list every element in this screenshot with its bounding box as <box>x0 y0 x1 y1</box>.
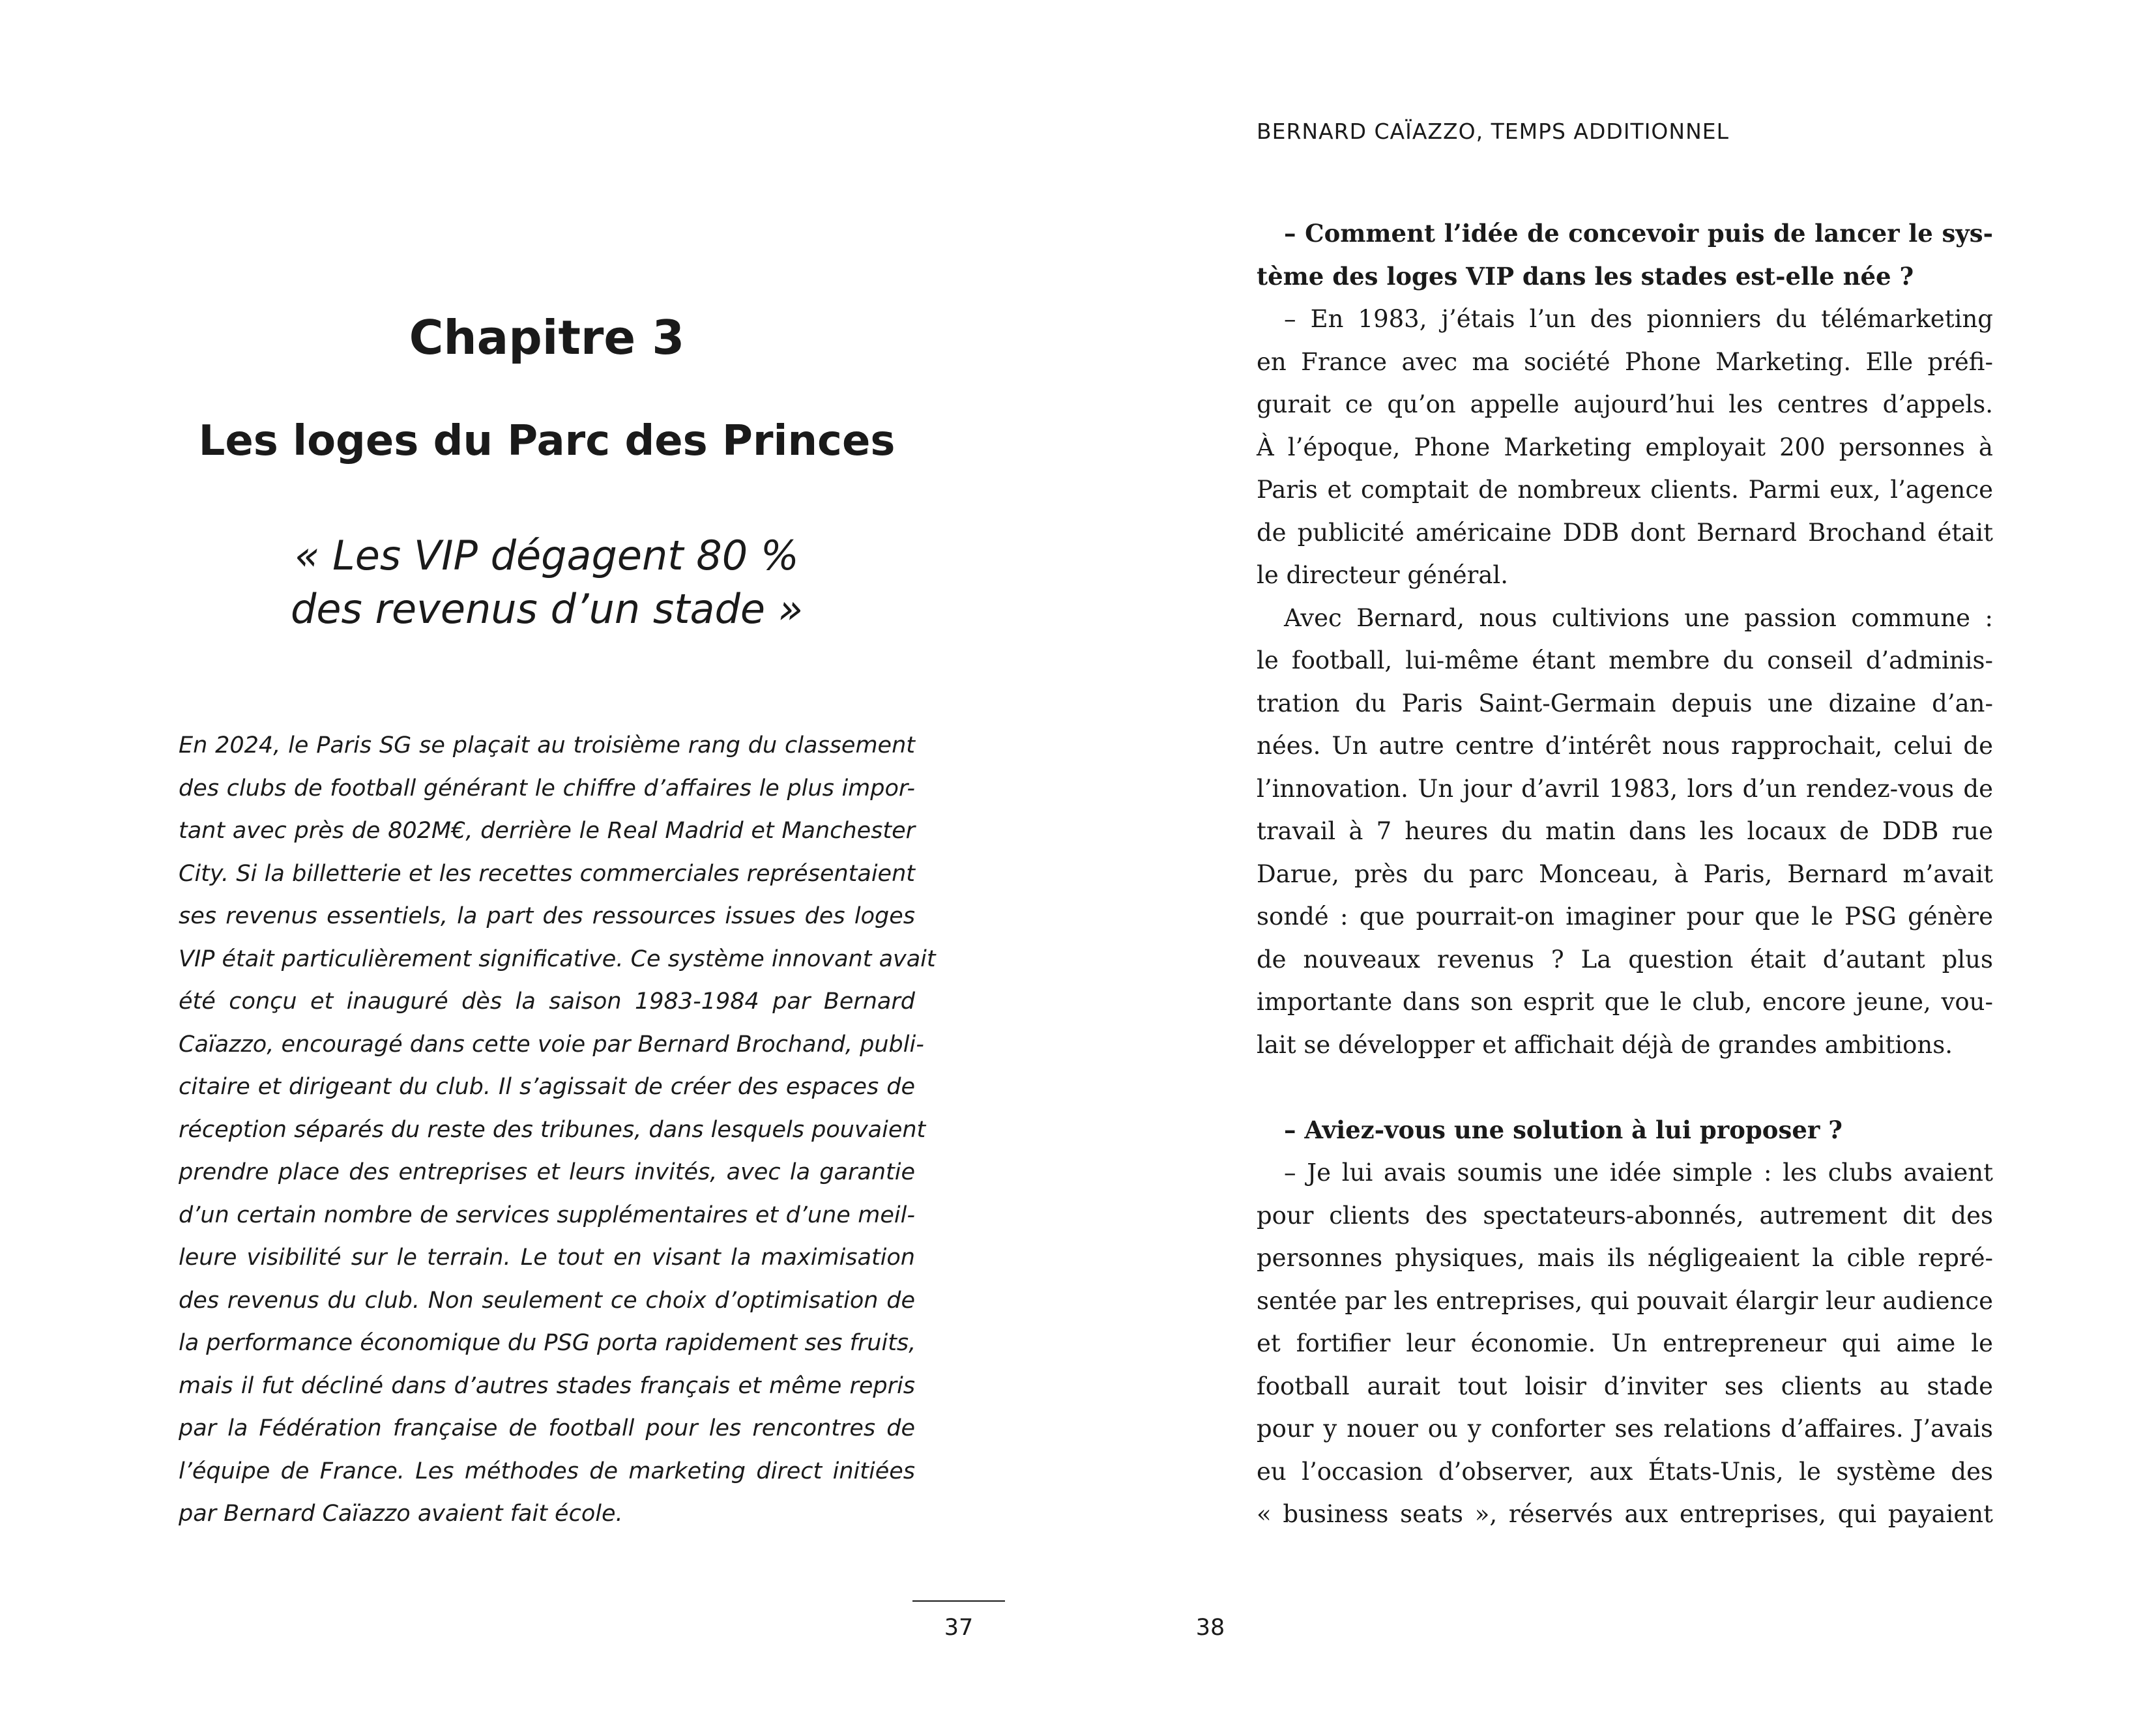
intro-line: par Bernard Caïazzo avaient fait école. <box>179 1501 623 1527</box>
body-line: importante dans son esprit que le club, encore jeune, vou- <box>1257 988 1993 1016</box>
body-line: Paris et comptait de nombreux clients. Parmi eux, l’agence <box>1257 476 1993 504</box>
body-line: pour clients des spectateurs-abonnés, autrement dit des <box>1257 1201 1993 1230</box>
body-line: de publicité américaine DDB dont Bernard Brochand était <box>1257 518 1993 547</box>
intro-line: des revenus du club. Non seulement ce choix d’optimisation de <box>179 1287 915 1314</box>
chapter-subtitle: Les loges du Parc des Princes <box>198 417 896 465</box>
intro-line: City. Si la billetterie et les recettes commerciales représentaient <box>179 860 915 887</box>
intro-line: VIP était particulièrement significative. Ce système innovant avait <box>179 945 936 972</box>
body-line: sentée par les entreprises, qui pouvait élargir leur audience <box>1257 1286 1993 1315</box>
intro-line: par la Fédération française de football pour les rencontres de <box>179 1415 915 1441</box>
intro-line: mais il fut décliné dans d’autres stades français et même repris <box>179 1372 915 1399</box>
body-line: – En 1983, j’étais l’un des pionniers du télémarketing <box>1284 305 1993 333</box>
body-line: football aurait tout loisir d’inviter ses clients au stade <box>1257 1372 1993 1400</box>
body-line: en France avec ma société Phone Marketing. Elle préfi- <box>1257 347 1993 376</box>
intro-line: réception séparés du reste des tribunes, dans lesquels pouvaient <box>179 1116 926 1143</box>
intro-line: la performance économique du PSG porta rapidement ses fruits, <box>179 1330 916 1356</box>
intro-line: En 2024, le Paris SG se plaçait au troisième rang du classement <box>179 732 915 758</box>
body-line: et fortifier leur économie. Un entrepreneur qui aime le <box>1257 1329 1993 1357</box>
body-line: À l’époque, Phone Marketing employait 200 personnes à <box>1257 433 1993 461</box>
paragraph-gap <box>1257 1066 1993 1109</box>
body-line: sondé : que pourrait-on imaginer pour que le PSG génère <box>1257 902 1993 931</box>
body-line: pour y nouer ou y conforter ses relations d’affaires. J’avais <box>1257 1415 1993 1443</box>
question-line: – Comment l’idée de concevoir puis de lancer le sys- <box>1284 219 1993 248</box>
intro-line: d’un certain nombre de services supplémentaires et d’une meil- <box>179 1202 915 1228</box>
right-page <box>1078 0 2156 1732</box>
intro-line: citaire et dirigeant du club. Il s’agissait de créer des espaces de <box>179 1074 915 1100</box>
folio-rule <box>912 1600 1005 1602</box>
body-line: l’innovation. Un jour d’avril 1983, lors d’un rendez-vous de <box>1257 774 1993 803</box>
chapter-introduction <box>179 725 936 1536</box>
interview-text <box>1257 212 1993 1536</box>
chapter-epigraph <box>179 529 915 636</box>
running-head: BERNARD CAÏAZZO, TEMPS ADDITIONNEL <box>1257 119 1730 144</box>
body-line: Avec Bernard, nous cultivions une passion commune : <box>1284 603 1993 632</box>
intro-line: prendre place des entreprises et leurs invités, avec la garantie <box>179 1159 915 1185</box>
intro-line: été conçu et inauguré dès la saison 1983-1984 par Bernard <box>179 989 915 1015</box>
question-line: – Aviez-vous une solution à lui proposer ? <box>1284 1115 1843 1144</box>
chapter-title: Chapitre 3 <box>409 310 685 365</box>
question-line: tème des loges VIP dans les stades est-elle née ? <box>1257 261 1914 291</box>
body-line: nées. Un autre centre d’intérêt nous rapprochait, celui de <box>1257 732 1993 760</box>
intro-line: tant avec près de 802M€, derrière le Real Madrid et Manchester <box>179 818 915 844</box>
epigraph-line: « Les VIP dégagent 80 % <box>295 532 799 579</box>
body-line: le football, lui-même étant membre du conseil d’adminis- <box>1257 646 1993 674</box>
epigraph-line: des revenus d’un stade » <box>290 585 804 633</box>
body-line: travail à 7 heures du matin dans les locaux de DDB rue <box>1257 817 1993 845</box>
intro-line: Caïazzo, encouragé dans cette voie par Bernard Brochand, publi- <box>179 1031 924 1058</box>
body-line: gurait ce qu’on appelle aujourd’hui les centres d’appels. <box>1257 390 1993 418</box>
intro-line: leure visibilité sur le terrain. Le tout en visant la maximisation <box>179 1245 915 1271</box>
body-line: de nouveaux revenus ? La question était d’autant plus <box>1257 945 1993 974</box>
intro-line: l’équipe de France. Les méthodes de marketing direct initiées <box>179 1458 915 1484</box>
body-line: eu l’occasion d’observer, aux États-Unis, le système des <box>1257 1457 1993 1486</box>
intro-line: ses revenus essentiels, la part des ressources issues des loges <box>179 903 915 929</box>
body-line: Darue, près du parc Monceau, à Paris, Bernard m’avait <box>1257 859 1993 888</box>
page-number-right: 38 <box>1195 1615 1225 1641</box>
body-line: « business seats », réservés aux entreprises, qui payaient <box>1257 1500 1993 1528</box>
body-line: – Je lui avais soumis une idée simple : les clubs avaient <box>1284 1159 1993 1187</box>
body-line: tration du Paris Saint-Germain depuis une dizaine d’an- <box>1257 689 1993 717</box>
page-number-left: 37 <box>944 1615 974 1641</box>
body-line: lait se développer et affichait déjà de grandes ambitions. <box>1257 1030 1953 1059</box>
body-line: le directeur général. <box>1257 561 1509 589</box>
body-line: personnes physiques, mais ils négligeaient la cible repré- <box>1257 1244 1993 1272</box>
intro-line: des clubs de football générant le chiffre d’affaires le plus impor- <box>179 775 915 801</box>
